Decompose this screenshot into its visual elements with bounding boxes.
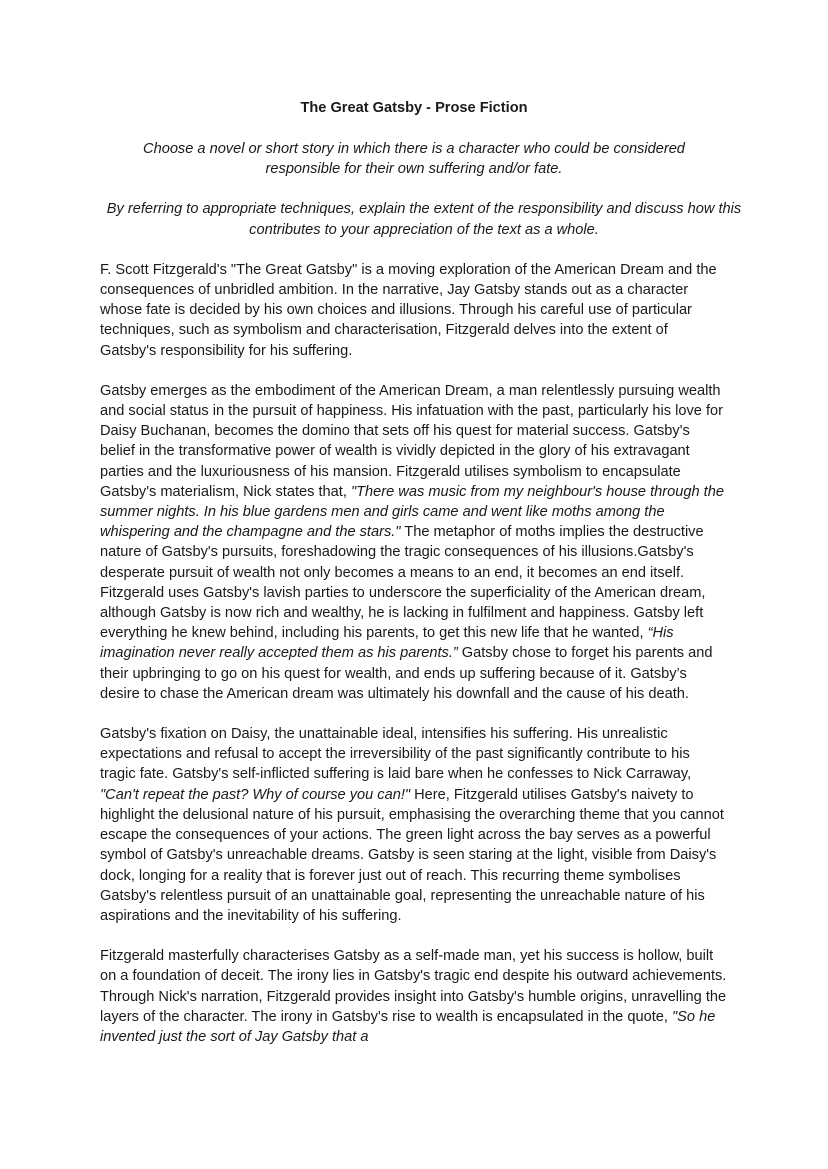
paragraph-fixation-daisy: [100, 724, 728, 926]
quote-imagination: “His imagination never really accepted them as his parents.”: [100, 625, 674, 662]
paragraph-self-made-man: [100, 946, 728, 1047]
quote-repeat-past: "Can't repeat the past? Why of course you can!": [100, 786, 411, 803]
paragraph-text: Here, Fitzgerald utilises Gatsby's naivety to highlight the delusional nature of his pursuit, emphasising the overarching theme that you cannot escape the consequences of your actions. The green light across the bay serves as a powerful symbol of Gatsby's unreachable dreams. Gatsby is seen staring at the light, visible from Daisy's dock, longing for a reality that is forever just out of reach. This recurring theme symbolises Gatsby's relentless pursuit of an unattainable goal, representing the unreachable nature of his aspirations and the inevitability of his suffering.: [100, 786, 724, 924]
quote-invented-gatsby: "So he invented just the sort of Jay Gatsby that a: [100, 1008, 716, 1045]
essay-prompt-1: Choose a novel or short story in which there is a character who could be considered responsible for their own suffering and/or fate.: [143, 141, 685, 178]
paragraph-text: The metaphor of moths implies the destructive nature of Gatsby's pursuits, foreshadowing the tragic consequences of his illusions.Gatsby's desperate pursuit of wealth not only becomes a means to an end, it becomes an end itself. Fitzgerald uses Gatsby's lavish parties to underscore the superficiality of the American dream, although Gatsby is now rich and wealthy, he is lacking in fulfilment and happiness. Gatsby left everything he knew behind, including his parents, to get this new life that he wanted,: [100, 524, 706, 642]
paragraph-introduction: F. Scott Fitzgerald's "The Great Gatsby" is a moving exploration of the American Dream and the consequences of unbridled ambition. In the narrative, Jay Gatsby stands out as a character whose fate is decided by his own choices and illusions. Through his careful use of particular techniques, such as symbolism and characterisation, Fitzgerald delves into the extent of Gatsby's responsibility for his suffering.: [100, 261, 717, 359]
document-page: [100, 98, 742, 1067]
quote-music-neighbour: "There was music from my neighbour's house through the summer nights. In his blue gardens men and girls came and went like moths among the whispering and the champagne and the stars.": [100, 483, 724, 541]
essay-prompt-2: By referring to appropriate techniques, explain the extent of the responsibility and discuss how this contributes to your appreciation of the text as a whole.: [106, 201, 742, 238]
document-title: The Great Gatsby - Prose Fiction: [300, 100, 528, 116]
paragraph-text: Gatsby's fixation on Daisy, the unattainable ideal, intensifies his suffering. His unrealistic expectations and refusal to accept the irreversibility of the past significantly contribute to his tragic fate. Gatsby's self-inflicted suffering is laid bare when he confesses to Nick Carraway,: [100, 726, 692, 783]
paragraph-american-dream: [100, 381, 728, 704]
paragraph-text: Gatsby chose to forget his parents and their upbringing to go on his quest for wealth, and ends up suffering because of it. Gatsby’s desire to chase the American dream was ultimately his downfall and the cause of his death.: [100, 645, 713, 702]
paragraph-text: Gatsby emerges as the embodiment of the American Dream, a man relentlessly pursuing wealth and social status in the pursuit of happiness. His infatuation with the past, particularly his love for Daisy Buchanan, becomes the domino that sets off his quest for material success. Gatsby's belief in the transformative power of wealth is vividly depicted in the glory of his extravagant parties and the luxuriousness of his mansion. Fitzgerald utilises symbolism to encapsulate Gatsby's materialism, Nick states that,: [100, 382, 723, 500]
paragraph-text: Fitzgerald masterfully characterises Gatsby as a self-made man, yet his success is hollow, built on a foundation of deceit. The irony lies in Gatsby's tragic end despite his outward achievements. Through Nick's narration, Fitzgerald provides insight into Gatsby's humble origins, unravelling the layers of the character. The irony in Gatsby's rise to wealth is encapsulated in the quote,: [100, 948, 727, 1025]
